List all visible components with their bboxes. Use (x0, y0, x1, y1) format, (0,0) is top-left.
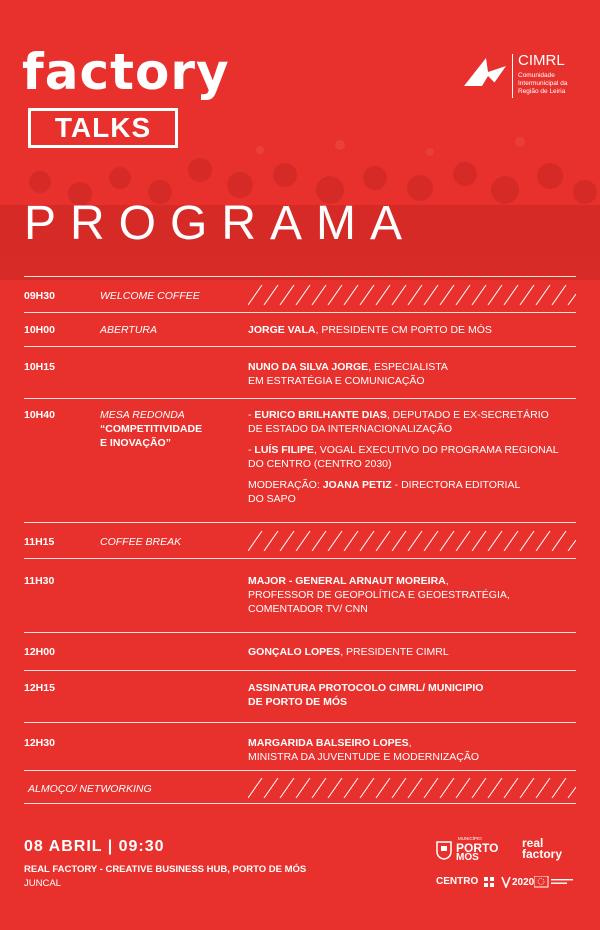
speaker-role: - DIRECTORA EDITORIAL (391, 479, 521, 491)
speaker-name: GONÇALO LOPES (248, 646, 341, 658)
event-title: ASSINATURA PROTOCOLO CIMRL/ MUNICIPIO (248, 682, 484, 694)
schedule-row (24, 558, 576, 632)
speaker-name: MARGARIDA BALSEIRO LOPES (248, 737, 409, 749)
row-time: 12H00 (24, 646, 55, 658)
speaker-role: , DEPUTADO E EX-SECRETÁRIO (386, 409, 549, 421)
cimrl-divider (512, 54, 513, 98)
row-detail (248, 360, 576, 388)
crest-icon (436, 840, 452, 860)
speaker-name: JOANA PETIZ (322, 479, 392, 491)
row-time: 12H30 (24, 737, 55, 749)
speaker-name: NUNO DA SILVA JORGE (248, 361, 369, 373)
panelist-prefix: - (248, 444, 255, 456)
row-time: 11H30 (24, 575, 55, 587)
sponsor-year-label: 2020 (512, 877, 535, 888)
portugal-mark-icon (500, 876, 512, 888)
speaker-role-line2: DO SAPO (248, 493, 296, 505)
hatch-divider (248, 285, 576, 305)
hatch-divider (248, 778, 576, 798)
event-date: 08 ABRIL | 09:30 (24, 838, 165, 855)
schedule-row (24, 722, 576, 770)
speaker-role: , ESPECIALISTA (368, 361, 448, 373)
speaker-name: MAJOR - GENERAL ARNAUT MOREIRA (248, 575, 446, 587)
sponsor-porto-label: PORTO (456, 841, 499, 855)
schedule-row (24, 276, 576, 312)
speaker-role-line2: MINISTRA DA JUVENTUDE E MODERNIZAÇÃO (248, 751, 480, 763)
speaker-role-line2: EM ESTRATÉGIA E COMUNICAÇÃO (248, 375, 425, 387)
row-event (100, 408, 240, 450)
cimrl-subtitle: Comunidade Intermunicipal da Região de Leiria (518, 72, 568, 95)
row-detail (248, 323, 576, 337)
sponsor-factory-label: factory (522, 847, 563, 861)
speaker-role: , (445, 575, 449, 587)
schedule-table (24, 276, 576, 804)
sponsor-municipio-label: MUNICÍPIO (458, 836, 482, 841)
event-title-line2: DE PORTO DE MÓS (248, 696, 347, 708)
row-time: 10H40 (24, 409, 55, 421)
factory-logo (22, 44, 230, 100)
speaker-role: , VOGAL EXECUTIVO DO PROGRAMA REGIONAL (313, 444, 559, 456)
speaker-name: JORGE VALA (248, 324, 316, 336)
schedule-row (24, 770, 576, 804)
row-time: 10H00 (24, 324, 55, 336)
speaker-role-line2: PROFESSOR DE GEOPOLÍTICA E GEOESTRATÉGIA, (248, 589, 510, 601)
panelist-prefix: - (248, 409, 255, 421)
event-topic-line2: E INOVAÇÃO” (100, 437, 171, 449)
sponsor-porto-de-mos-logo (436, 836, 506, 864)
row-time: 09H30 (24, 290, 55, 302)
row-time: 10H15 (24, 361, 55, 373)
event-town: JUNCAL (24, 878, 61, 889)
speaker-name: LUÍS FILIPE (254, 444, 314, 456)
row-time: 12H15 (24, 682, 55, 694)
eu-flag-icon (534, 876, 574, 888)
row-time: 11H15 (24, 536, 55, 548)
event-topic: “COMPETITIVIDADE (100, 423, 203, 435)
sponsor-centro-2020-logo (436, 874, 576, 890)
schedule-row (24, 670, 576, 722)
row-detail (248, 574, 576, 616)
cimrl-title: CIMRL (518, 52, 565, 69)
speaker-role-line2: DE ESTADO DA INTERNACIONALIZAÇÃO (248, 423, 453, 435)
sponsor-real-factory-logo (522, 836, 578, 866)
sponsor-centro-label: CENTRO (436, 876, 479, 887)
speaker-role: , PRESIDENTE CIMRL (340, 646, 449, 658)
speaker-name: EURICO BRILHANTE DIAS (254, 409, 387, 421)
row-event: COFFEE BREAK (100, 536, 182, 548)
row-event: WELCOME COFFEE (100, 290, 200, 302)
row-event: ALMOÇO/ NETWORKING (28, 783, 152, 795)
row-detail (248, 736, 576, 764)
page-title: PROGRAMA (24, 197, 417, 250)
panelist-1 (248, 408, 576, 436)
schedule-row (24, 312, 576, 346)
speaker-role: , PRESIDENTE CM PORTO DE MÓS (315, 324, 492, 336)
speaker-role-line2: DO CENTRO (CENTRO 2030) (248, 458, 392, 470)
sponsor-real-label: real (522, 836, 544, 850)
schedule-row (24, 346, 576, 398)
schedule-row (24, 522, 576, 558)
hatch-divider (248, 531, 576, 551)
sponsor-mos-label: MÓS (456, 852, 479, 863)
moderator-prefix: MODERAÇÃO: (248, 479, 323, 491)
moderator (248, 478, 576, 506)
row-event: ABERTURA (100, 324, 157, 336)
grid-mark-icon (484, 877, 494, 887)
speaker-role: , (408, 737, 412, 749)
cimrl-emblem-icon (462, 52, 508, 92)
schedule-row (24, 398, 576, 522)
cimrl-logo (462, 52, 582, 102)
row-detail (248, 681, 576, 709)
schedule-row (24, 632, 576, 670)
panelist-2 (248, 443, 576, 471)
event-type: MESA REDONDA (100, 409, 185, 421)
row-detail (248, 645, 576, 659)
speaker-role-line3: COMENTADOR TV/ CNN (248, 603, 368, 615)
event-venue: REAL FACTORY - CREATIVE BUSINESS HUB, PORTO DE MÓS (24, 864, 307, 875)
talks-label: TALKS (28, 108, 178, 148)
row-detail (248, 408, 576, 513)
factory-wordmark: factory (22, 43, 230, 101)
